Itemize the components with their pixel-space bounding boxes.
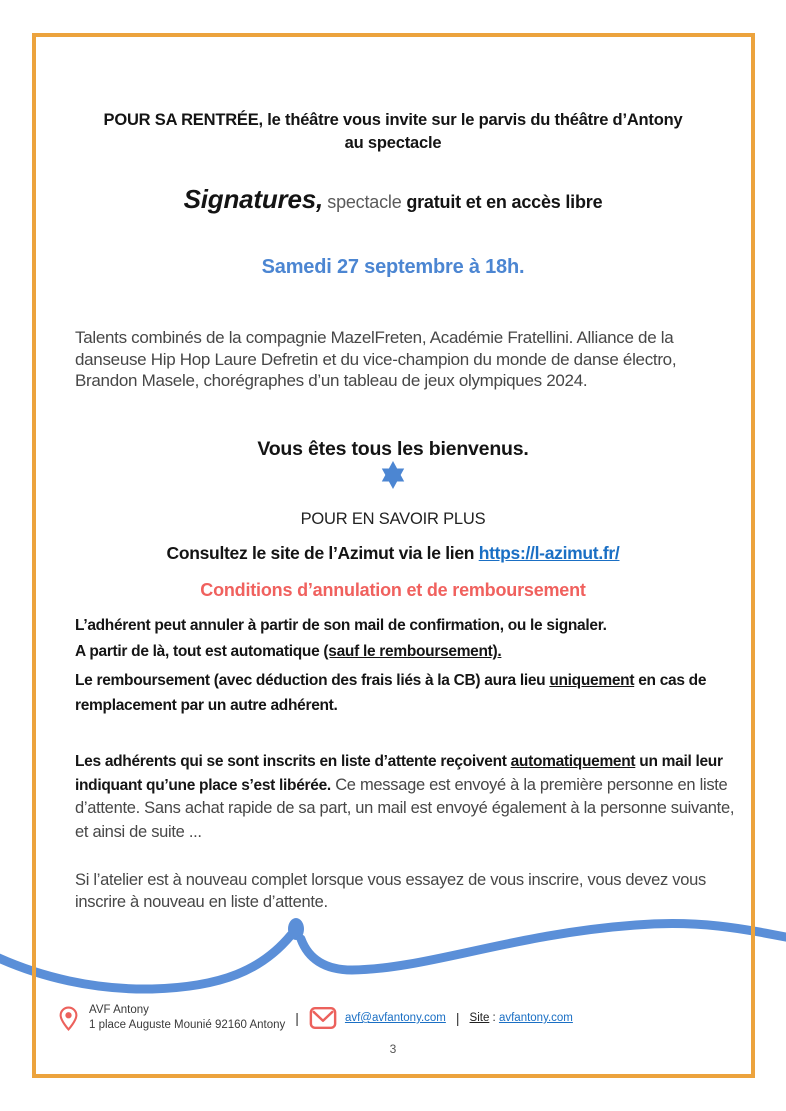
- site-line: Site : avfantony.com: [469, 1012, 573, 1024]
- envelope-icon: [309, 1006, 337, 1030]
- sauf-remboursement-underline: (sauf le remboursement).: [323, 643, 502, 660]
- consultez-line: [43, 543, 743, 564]
- uniquement-underline: uniquement: [549, 672, 635, 689]
- site-link[interactable]: avfantony.com: [498, 1012, 573, 1024]
- consultez-text: Consultez le site de l’Azimut via le lien: [166, 543, 479, 563]
- savoir-plus-heading: POUR EN SAVOIR PLUS: [300, 510, 486, 528]
- title-line-1: POUR SA RENTRÉE, le théâtre vous invite sur le parvis du théâtre d’Antony: [103, 111, 683, 129]
- remboursement-paragraph: Le remboursement (avec déduction des frais liés à la CB) aura lieu uniquement en cas de remplacement par un autre adhérent.: [75, 672, 707, 714]
- footer: [58, 1003, 718, 1033]
- annulation-line-1: L’adhérent peut annuler à partir de son mail de confirmation, ou le signaler.: [75, 617, 607, 634]
- location-pin-icon: [58, 1004, 79, 1033]
- site-label: Site: [469, 1012, 490, 1024]
- title-line-2: au spectacle: [344, 134, 442, 152]
- org-name: AVF Antony: [89, 1004, 149, 1016]
- atelier-paragraph: Si l’atelier est à nouveau complet lorsque vous essayez de vous inscrire, vous devez vous inscrire à nouveau en liste d’attente.: [75, 871, 706, 911]
- six-pointed-star-icon: [380, 461, 406, 489]
- welcome-line: Vous êtes tous les bienvenus.: [257, 438, 529, 460]
- page-title: [63, 109, 723, 155]
- show-title: Signatures,: [183, 184, 324, 214]
- org-address: 1 place Auguste Mounié 92160 Antony: [89, 1019, 286, 1031]
- address-block: [89, 1003, 285, 1033]
- automatiquement-underline: automatiquement: [510, 753, 636, 770]
- show-free-access: gratuit et en accès libre: [406, 192, 603, 212]
- footer-separator-2: |: [455, 1010, 460, 1026]
- footer-separator-1: |: [295, 1010, 299, 1026]
- attente-detail-text: Ce message est envoyé à la première personne en liste d’attente. Sans achat rapide de sa part, un mail est envoyé également à la personne suivante, et ainsi de suite ...: [75, 775, 735, 841]
- event-date: Samedi 27 septembre à 18h.: [261, 256, 525, 278]
- page-number: 3: [389, 1042, 397, 1056]
- conditions-heading: Conditions d’annulation et de remboursement: [200, 580, 586, 600]
- annulation-paragraph: [75, 613, 747, 665]
- annulation-line-2: A partir de là, tout est automatique (sauf le remboursement).: [75, 643, 502, 660]
- wave-decoration: [0, 898, 786, 1013]
- email-link[interactable]: avf@avfantony.com: [344, 1012, 446, 1024]
- talents-paragraph: Talents combinés de la compagnie MazelFreten, Académie Fratellini. Alliance de la danseuse Hip Hop Laure Defretin et du vice-champion du monde de danse électro, Brandon Masele, chorégraphes d’un tableau de jeux olympiques 2024.: [75, 328, 677, 390]
- show-name-line: [43, 184, 743, 215]
- liste-attente-paragraph: Les adhérents qui se sont inscrits en liste d’attente reçoivent automatiquement un mail leur indiquant qu’une place s’est libérée. Ce message est envoyé à la première personne en liste d’attente. Sans achat rapide de sa part, un mail est envoyé également à la personne suivante, et ainsi de suite ...: [75, 753, 735, 841]
- azimut-link[interactable]: https://l-azimut.fr/: [478, 543, 620, 563]
- show-subtitle: spectacle: [327, 192, 407, 212]
- star-divider: [43, 461, 743, 494]
